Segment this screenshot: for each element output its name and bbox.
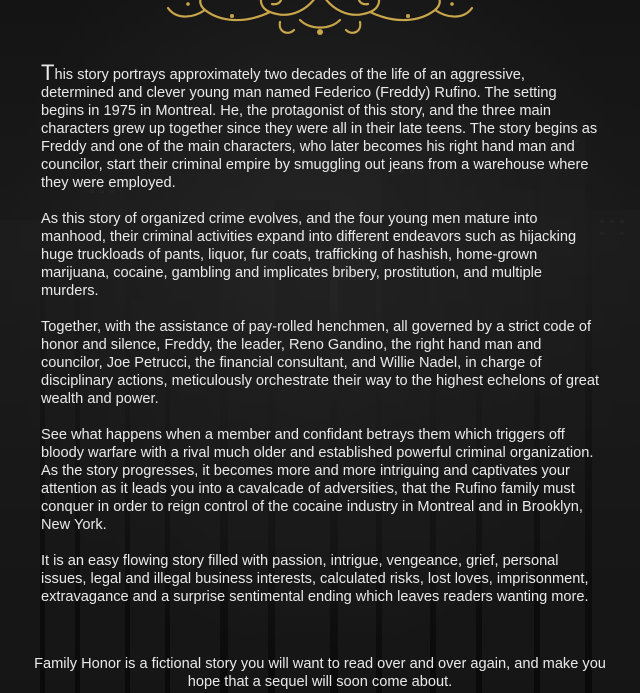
closing-statement: Family Honor is a fictional story you will want to read over and over again, and make you hope that a sequel will soon come about. xyxy=(34,656,606,690)
paragraph-intro-text: his story portrays approximately two decades of the life of an aggressive, determined and clever young man named Federico (Freddy) Rufino. The setting begins in 1975 in Montreal. He, the protagonist of this story, and the three main characters grew up together since they were all in their late teens. The story begins as Freddy and one of the main characters, who later becomes his right hand man and councilor, start their criminal empire by smuggling out jeans from a warehouse where they were employed. xyxy=(41,67,598,191)
paragraph-characters: Together, with the assistance of pay-rolled henchmen, all governed by a strict code of honor and silence, Freddy, the leader, Reno Gandino, the right hand man and councilor, Joe Petrucci, the financial consultant, and Willie Nadel, in charge of disciplinary actions, meticulously orchestrate their way to the highest echelons of great wealth and power. xyxy=(41,319,600,407)
story-description xyxy=(41,60,601,624)
drop-cap-letter: T xyxy=(41,60,55,85)
paragraph-betrayal: See what happens when a member and confidant betrays them which triggers off bloody warfare with a rival much older and established powerful criminal organization. As the story progresses, it becomes more and more intriguing and captivates your attention as it leads you into a cavalcade of adversities, that the Rufino family must conquer in order to reign control of the cocaine industry in Montreal and in Brooklyn, New York. xyxy=(41,427,594,533)
paragraph-summary: It is an easy flowing story filled with passion, intrigue, vengeance, grief, personal issues, legal and illegal business interests, calculated risks, lost loves, imprisonment, extravagance and a surprise sentimental ending which leaves readers wanting more. xyxy=(41,553,589,605)
paragraph-intro xyxy=(41,60,601,192)
paragraph-crime-evolves: As this story of organized crime evolves, and the four young men mature into manhood, their criminal activities expand into different endeavors such as hijacking huge truckloads of pants, liquor, fur coats, trafficking of hashish, home-grown marijuana, cocaine, gambling and implicates bribery, prostitution, and multiple murders. xyxy=(41,211,577,299)
gold-filigree-ornament-icon xyxy=(160,0,480,42)
